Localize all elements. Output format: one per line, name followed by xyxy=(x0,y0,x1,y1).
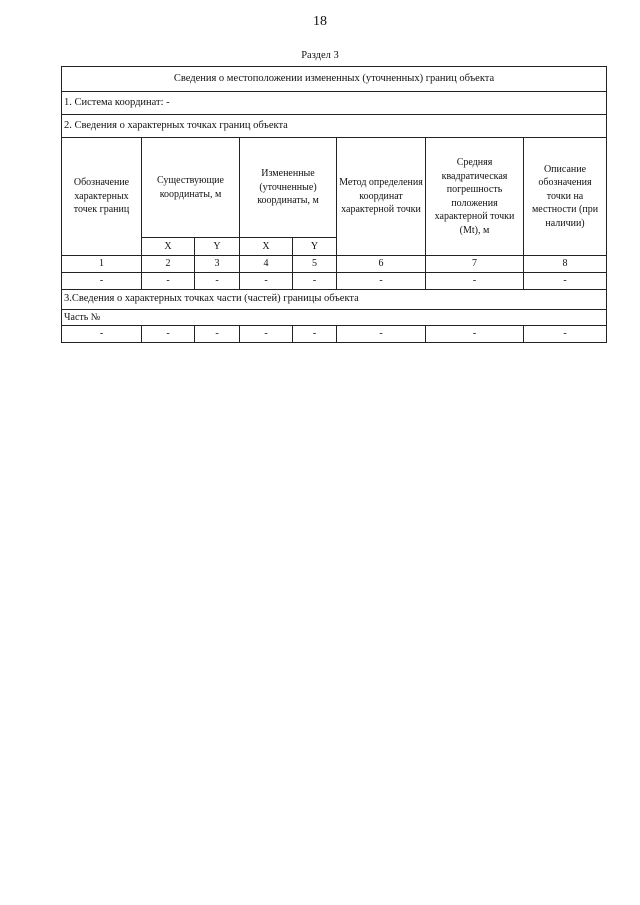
table-cell: - xyxy=(62,326,142,343)
column-number: 7 xyxy=(426,256,524,273)
header-changed-y: Y xyxy=(293,238,337,256)
table-title: Сведения о местоположении измененных (уточненных) границ объекта xyxy=(62,67,607,92)
header-existing-y: Y xyxy=(195,238,240,256)
column-number: 6 xyxy=(337,256,426,273)
column-number: 4 xyxy=(240,256,293,273)
page-number: 18 xyxy=(313,14,327,29)
coordinate-system-row xyxy=(62,92,607,115)
header-existing-x: X xyxy=(142,238,195,256)
table-title-row xyxy=(62,67,607,92)
header-existing-coords: Существующие координаты, м xyxy=(142,138,240,238)
table-cell: - xyxy=(62,273,142,290)
part-label: Часть № xyxy=(62,310,607,326)
header-error: Средняя квадратическая погрешность положения характерной точки (Mt), м xyxy=(426,138,524,256)
table-cell: - xyxy=(293,273,337,290)
parts-heading: 3.Сведения о характерных точках части (частей) границы объекта xyxy=(62,290,607,310)
table-cell: - xyxy=(337,326,426,343)
points-heading: 2. Сведения о характерных точках границ объекта xyxy=(62,115,607,138)
column-number: 2 xyxy=(142,256,195,273)
header-changed-x: X xyxy=(240,238,293,256)
table-cell: - xyxy=(426,326,524,343)
points-heading-row xyxy=(62,115,607,138)
table-cell: - xyxy=(142,326,195,343)
header-designation: Обозначение характерных точек границ xyxy=(62,138,142,256)
table-cell: - xyxy=(142,273,195,290)
table-cell: - xyxy=(293,326,337,343)
coordinate-system-text: 1. Система координат: - xyxy=(62,92,607,115)
column-number: 1 xyxy=(62,256,142,273)
points-data-row xyxy=(62,273,607,290)
table-cell: - xyxy=(240,273,293,290)
header-description: Описание обозначения точки на местности (при наличии) xyxy=(524,138,607,256)
table-cell: - xyxy=(195,273,240,290)
parts-heading-row xyxy=(62,290,607,310)
part-label-row xyxy=(62,310,607,326)
column-number: 8 xyxy=(524,256,607,273)
table-cell: - xyxy=(524,273,607,290)
table-cell: - xyxy=(337,273,426,290)
column-number-row xyxy=(62,256,607,273)
column-number: 3 xyxy=(195,256,240,273)
header-method: Метод определения координат характерной точки xyxy=(337,138,426,256)
boundary-info-table xyxy=(61,66,607,343)
column-header-row xyxy=(62,138,607,238)
table-cell: - xyxy=(524,326,607,343)
header-changed-coords: Измененные (уточненные) координаты, м xyxy=(240,138,337,238)
column-number: 5 xyxy=(293,256,337,273)
table-cell: - xyxy=(195,326,240,343)
table-cell: - xyxy=(240,326,293,343)
section-label: Раздел 3 xyxy=(301,50,339,61)
table-cell: - xyxy=(426,273,524,290)
parts-data-row xyxy=(62,326,607,343)
